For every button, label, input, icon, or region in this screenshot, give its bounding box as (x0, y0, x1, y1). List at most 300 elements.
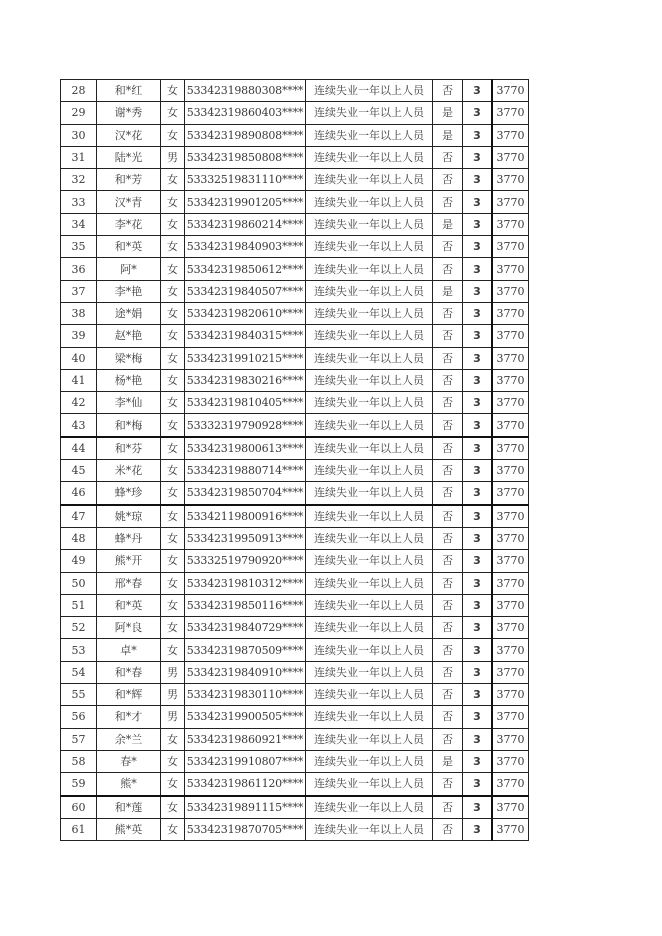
name-cell: 和*芬 (97, 437, 161, 460)
months-cell: 3 (463, 796, 493, 819)
row-number-cell: 50 (61, 572, 97, 594)
table-row (61, 213, 529, 235)
name-cell: 汉*花 (97, 124, 161, 146)
months-cell: 3 (463, 80, 493, 102)
table-row (61, 818, 529, 840)
id-number-cell: 53342319870509**** (185, 639, 306, 661)
table-row (61, 728, 529, 750)
row-number-cell: 54 (61, 661, 97, 683)
gender-cell: 女 (161, 750, 185, 772)
table-row (61, 414, 529, 437)
amount-cell: 3770 (492, 213, 529, 235)
table-row (61, 684, 529, 706)
id-number-cell: 53342319840729**** (185, 617, 306, 639)
category-cell: 连续失业一年以上人员 (306, 102, 433, 124)
amount-cell: 3770 (492, 124, 529, 146)
flag-cell: 否 (433, 392, 463, 414)
amount-cell: 3770 (492, 706, 529, 728)
gender-cell: 女 (161, 594, 185, 616)
table-row (61, 437, 529, 460)
name-cell: 李*花 (97, 213, 161, 235)
table-row (61, 347, 529, 369)
months-cell: 3 (463, 572, 493, 594)
name-cell: 米*花 (97, 460, 161, 482)
gender-cell: 女 (161, 728, 185, 750)
row-number-cell: 59 (61, 773, 97, 796)
flag-cell: 否 (433, 369, 463, 391)
name-cell: 蜂*丹 (97, 527, 161, 549)
flag-cell: 否 (433, 818, 463, 840)
gender-cell: 女 (161, 191, 185, 213)
row-number-cell: 52 (61, 617, 97, 639)
table-row (61, 169, 529, 191)
id-number-cell: 53342319900505**** (185, 706, 306, 728)
row-number-cell: 44 (61, 437, 97, 460)
name-cell: 赵*艳 (97, 325, 161, 347)
gender-cell: 女 (161, 369, 185, 391)
name-cell: 熊*英 (97, 818, 161, 840)
table-row (61, 325, 529, 347)
id-number-cell: 53342319840910**** (185, 661, 306, 683)
roster-table (60, 79, 529, 841)
id-number-cell: 53342319950913**** (185, 527, 306, 549)
row-number-cell: 48 (61, 527, 97, 549)
row-number-cell: 58 (61, 750, 97, 772)
spreadsheet-page (60, 79, 529, 841)
id-number-cell: 53342319861120**** (185, 773, 306, 796)
row-number-cell: 56 (61, 706, 97, 728)
gender-cell: 女 (161, 347, 185, 369)
table-row (61, 236, 529, 258)
flag-cell: 否 (433, 191, 463, 213)
amount-cell: 3770 (492, 437, 529, 460)
row-number-cell: 33 (61, 191, 97, 213)
category-cell: 连续失业一年以上人员 (306, 773, 433, 796)
gender-cell: 女 (161, 124, 185, 146)
amount-cell: 3770 (492, 414, 529, 437)
gender-cell: 女 (161, 639, 185, 661)
months-cell: 3 (463, 617, 493, 639)
flag-cell: 否 (433, 302, 463, 324)
amount-cell: 3770 (492, 258, 529, 280)
category-cell: 连续失业一年以上人员 (306, 527, 433, 549)
name-cell: 蜂*珍 (97, 482, 161, 505)
id-number-cell: 53342319890808**** (185, 124, 306, 146)
id-number-cell: 53342319860403**** (185, 102, 306, 124)
row-number-cell: 55 (61, 684, 97, 706)
months-cell: 3 (463, 661, 493, 683)
amount-cell: 3770 (492, 796, 529, 819)
amount-cell: 3770 (492, 684, 529, 706)
name-cell: 杨*艳 (97, 369, 161, 391)
amount-cell: 3770 (492, 460, 529, 482)
table-row (61, 617, 529, 639)
amount-cell: 3770 (492, 527, 529, 549)
flag-cell: 否 (433, 236, 463, 258)
table-row (61, 102, 529, 124)
id-number-cell: 53342319850612**** (185, 258, 306, 280)
gender-cell: 女 (161, 773, 185, 796)
months-cell: 3 (463, 527, 493, 549)
months-cell: 3 (463, 482, 493, 505)
gender-cell: 女 (161, 280, 185, 302)
roster-table-body (61, 80, 529, 841)
table-row (61, 191, 529, 213)
id-number-cell: 53342119800916**** (185, 505, 306, 528)
flag-cell: 是 (433, 213, 463, 235)
gender-cell: 女 (161, 169, 185, 191)
name-cell: 和*才 (97, 706, 161, 728)
flag-cell: 否 (433, 527, 463, 549)
flag-cell: 是 (433, 102, 463, 124)
name-cell: 阿* (97, 258, 161, 280)
gender-cell: 男 (161, 706, 185, 728)
amount-cell: 3770 (492, 505, 529, 528)
flag-cell: 否 (433, 684, 463, 706)
gender-cell: 女 (161, 102, 185, 124)
flag-cell: 否 (433, 773, 463, 796)
table-row (61, 505, 529, 528)
category-cell: 连续失业一年以上人员 (306, 639, 433, 661)
gender-cell: 女 (161, 550, 185, 572)
row-number-cell: 51 (61, 594, 97, 616)
flag-cell: 否 (433, 550, 463, 572)
gender-cell: 女 (161, 505, 185, 528)
flag-cell: 否 (433, 80, 463, 102)
id-number-cell: 53342319910807**** (185, 750, 306, 772)
id-number-cell: 53342319810405**** (185, 392, 306, 414)
row-number-cell: 28 (61, 80, 97, 102)
row-number-cell: 47 (61, 505, 97, 528)
amount-cell: 3770 (492, 617, 529, 639)
months-cell: 3 (463, 146, 493, 168)
months-cell: 3 (463, 594, 493, 616)
row-number-cell: 37 (61, 280, 97, 302)
id-number-cell: 53342319800613**** (185, 437, 306, 460)
name-cell: 卓* (97, 639, 161, 661)
id-number-cell: 53342319820610**** (185, 302, 306, 324)
flag-cell: 否 (433, 594, 463, 616)
row-number-cell: 49 (61, 550, 97, 572)
months-cell: 3 (463, 414, 493, 437)
id-number-cell: 53342319870705**** (185, 818, 306, 840)
months-cell: 3 (463, 191, 493, 213)
gender-cell: 女 (161, 818, 185, 840)
amount-cell: 3770 (492, 728, 529, 750)
row-number-cell: 40 (61, 347, 97, 369)
table-row (61, 639, 529, 661)
flag-cell: 是 (433, 750, 463, 772)
table-row (61, 594, 529, 616)
category-cell: 连续失业一年以上人员 (306, 80, 433, 102)
amount-cell: 3770 (492, 392, 529, 414)
months-cell: 3 (463, 236, 493, 258)
name-cell: 李*艳 (97, 280, 161, 302)
category-cell: 连续失业一年以上人员 (306, 369, 433, 391)
table-row (61, 392, 529, 414)
name-cell: 和*英 (97, 594, 161, 616)
row-number-cell: 35 (61, 236, 97, 258)
table-row (61, 550, 529, 572)
months-cell: 3 (463, 169, 493, 191)
category-cell: 连续失业一年以上人员 (306, 617, 433, 639)
amount-cell: 3770 (492, 80, 529, 102)
table-row (61, 572, 529, 594)
id-number-cell: 53332519831110**** (185, 169, 306, 191)
name-cell: 途*娟 (97, 302, 161, 324)
gender-cell: 女 (161, 302, 185, 324)
flag-cell: 否 (433, 414, 463, 437)
category-cell: 连续失业一年以上人员 (306, 750, 433, 772)
amount-cell: 3770 (492, 369, 529, 391)
category-cell: 连续失业一年以上人员 (306, 505, 433, 528)
months-cell: 3 (463, 102, 493, 124)
id-number-cell: 53342319901205**** (185, 191, 306, 213)
name-cell: 和*芳 (97, 169, 161, 191)
months-cell: 3 (463, 369, 493, 391)
name-cell: 和*梅 (97, 414, 161, 437)
amount-cell: 3770 (492, 639, 529, 661)
name-cell: 和*春 (97, 661, 161, 683)
name-cell: 熊* (97, 773, 161, 796)
row-number-cell: 29 (61, 102, 97, 124)
category-cell: 连续失业一年以上人员 (306, 280, 433, 302)
id-number-cell: 53342319840903**** (185, 236, 306, 258)
months-cell: 3 (463, 280, 493, 302)
name-cell: 梁*梅 (97, 347, 161, 369)
id-number-cell: 53342319810312**** (185, 572, 306, 594)
table-row (61, 527, 529, 549)
name-cell: 李*仙 (97, 392, 161, 414)
row-number-cell: 39 (61, 325, 97, 347)
gender-cell: 女 (161, 482, 185, 505)
amount-cell: 3770 (492, 191, 529, 213)
id-number-cell: 53342319830216**** (185, 369, 306, 391)
table-row (61, 124, 529, 146)
months-cell: 3 (463, 706, 493, 728)
category-cell: 连续失业一年以上人员 (306, 684, 433, 706)
months-cell: 3 (463, 213, 493, 235)
months-cell: 3 (463, 773, 493, 796)
months-cell: 3 (463, 258, 493, 280)
amount-cell: 3770 (492, 146, 529, 168)
row-number-cell: 42 (61, 392, 97, 414)
category-cell: 连续失业一年以上人员 (306, 572, 433, 594)
category-cell: 连续失业一年以上人员 (306, 124, 433, 146)
id-number-cell: 53342319910215**** (185, 347, 306, 369)
name-cell: 阿*良 (97, 617, 161, 639)
amount-cell: 3770 (492, 347, 529, 369)
category-cell: 连续失业一年以上人员 (306, 594, 433, 616)
months-cell: 3 (463, 392, 493, 414)
months-cell: 3 (463, 728, 493, 750)
name-cell: 和*红 (97, 80, 161, 102)
gender-cell: 男 (161, 684, 185, 706)
flag-cell: 否 (433, 482, 463, 505)
table-row (61, 302, 529, 324)
gender-cell: 女 (161, 213, 185, 235)
id-number-cell: 53342319860214**** (185, 213, 306, 235)
flag-cell: 是 (433, 124, 463, 146)
table-row (61, 258, 529, 280)
category-cell: 连续失业一年以上人员 (306, 146, 433, 168)
name-cell: 和*辉 (97, 684, 161, 706)
category-cell: 连续失业一年以上人员 (306, 302, 433, 324)
id-number-cell: 53332519790920**** (185, 550, 306, 572)
table-row (61, 796, 529, 819)
id-number-cell: 53342319880308**** (185, 80, 306, 102)
category-cell: 连续失业一年以上人员 (306, 392, 433, 414)
row-number-cell: 61 (61, 818, 97, 840)
table-row (61, 661, 529, 683)
category-cell: 连续失业一年以上人员 (306, 661, 433, 683)
row-number-cell: 60 (61, 796, 97, 819)
table-row (61, 706, 529, 728)
name-cell: 姚*琼 (97, 505, 161, 528)
months-cell: 3 (463, 505, 493, 528)
gender-cell: 女 (161, 258, 185, 280)
flag-cell: 否 (433, 437, 463, 460)
flag-cell: 否 (433, 460, 463, 482)
gender-cell: 女 (161, 460, 185, 482)
flag-cell: 否 (433, 661, 463, 683)
gender-cell: 女 (161, 437, 185, 460)
category-cell: 连续失业一年以上人员 (306, 414, 433, 437)
name-cell: 汉*青 (97, 191, 161, 213)
table-row (61, 146, 529, 168)
amount-cell: 3770 (492, 572, 529, 594)
months-cell: 3 (463, 550, 493, 572)
amount-cell: 3770 (492, 482, 529, 505)
months-cell: 3 (463, 124, 493, 146)
flag-cell: 否 (433, 706, 463, 728)
name-cell: 熊*开 (97, 550, 161, 572)
table-row (61, 773, 529, 796)
row-number-cell: 32 (61, 169, 97, 191)
gender-cell: 女 (161, 796, 185, 819)
amount-cell: 3770 (492, 102, 529, 124)
category-cell: 连续失业一年以上人员 (306, 258, 433, 280)
name-cell: 春* (97, 750, 161, 772)
gender-cell: 男 (161, 661, 185, 683)
flag-cell: 否 (433, 169, 463, 191)
category-cell: 连续失业一年以上人员 (306, 728, 433, 750)
row-number-cell: 43 (61, 414, 97, 437)
flag-cell: 否 (433, 728, 463, 750)
table-row (61, 460, 529, 482)
id-number-cell: 53342319830110**** (185, 684, 306, 706)
row-number-cell: 34 (61, 213, 97, 235)
row-number-cell: 38 (61, 302, 97, 324)
name-cell: 和*英 (97, 236, 161, 258)
amount-cell: 3770 (492, 302, 529, 324)
flag-cell: 否 (433, 639, 463, 661)
name-cell: 余*兰 (97, 728, 161, 750)
category-cell: 连续失业一年以上人员 (306, 236, 433, 258)
gender-cell: 女 (161, 527, 185, 549)
table-row (61, 369, 529, 391)
gender-cell: 女 (161, 80, 185, 102)
category-cell: 连续失业一年以上人员 (306, 460, 433, 482)
gender-cell: 女 (161, 617, 185, 639)
row-number-cell: 36 (61, 258, 97, 280)
category-cell: 连续失业一年以上人员 (306, 796, 433, 819)
gender-cell: 女 (161, 236, 185, 258)
id-number-cell: 53342319891115**** (185, 796, 306, 819)
months-cell: 3 (463, 347, 493, 369)
gender-cell: 女 (161, 392, 185, 414)
category-cell: 连续失业一年以上人员 (306, 437, 433, 460)
id-number-cell: 53342319840315**** (185, 325, 306, 347)
months-cell: 3 (463, 639, 493, 661)
row-number-cell: 41 (61, 369, 97, 391)
flag-cell: 否 (433, 617, 463, 639)
table-row (61, 482, 529, 505)
table-row (61, 750, 529, 772)
category-cell: 连续失业一年以上人员 (306, 482, 433, 505)
category-cell: 连续失业一年以上人员 (306, 191, 433, 213)
row-number-cell: 46 (61, 482, 97, 505)
months-cell: 3 (463, 302, 493, 324)
amount-cell: 3770 (492, 550, 529, 572)
name-cell: 陆*光 (97, 146, 161, 168)
name-cell: 谢*秀 (97, 102, 161, 124)
name-cell: 和*莲 (97, 796, 161, 819)
flag-cell: 否 (433, 258, 463, 280)
months-cell: 3 (463, 437, 493, 460)
row-number-cell: 53 (61, 639, 97, 661)
flag-cell: 否 (433, 325, 463, 347)
flag-cell: 否 (433, 796, 463, 819)
id-number-cell: 53342319880714**** (185, 460, 306, 482)
amount-cell: 3770 (492, 236, 529, 258)
amount-cell: 3770 (492, 773, 529, 796)
months-cell: 3 (463, 460, 493, 482)
gender-cell: 女 (161, 572, 185, 594)
category-cell: 连续失业一年以上人员 (306, 706, 433, 728)
gender-cell: 男 (161, 146, 185, 168)
category-cell: 连续失业一年以上人员 (306, 169, 433, 191)
row-number-cell: 45 (61, 460, 97, 482)
amount-cell: 3770 (492, 594, 529, 616)
amount-cell: 3770 (492, 169, 529, 191)
table-row (61, 80, 529, 102)
id-number-cell: 53342319840507**** (185, 280, 306, 302)
months-cell: 3 (463, 325, 493, 347)
amount-cell: 3770 (492, 280, 529, 302)
category-cell: 连续失业一年以上人员 (306, 550, 433, 572)
id-number-cell: 53342319850808**** (185, 146, 306, 168)
name-cell: 邢*春 (97, 572, 161, 594)
flag-cell: 否 (433, 146, 463, 168)
gender-cell: 女 (161, 414, 185, 437)
row-number-cell: 57 (61, 728, 97, 750)
flag-cell: 是 (433, 280, 463, 302)
id-number-cell: 53342319850116**** (185, 594, 306, 616)
amount-cell: 3770 (492, 750, 529, 772)
gender-cell: 女 (161, 325, 185, 347)
amount-cell: 3770 (492, 818, 529, 840)
table-row (61, 280, 529, 302)
row-number-cell: 30 (61, 124, 97, 146)
id-number-cell: 53342319850704**** (185, 482, 306, 505)
months-cell: 3 (463, 750, 493, 772)
id-number-cell: 53332319790928**** (185, 414, 306, 437)
row-number-cell: 31 (61, 146, 97, 168)
months-cell: 3 (463, 684, 493, 706)
category-cell: 连续失业一年以上人员 (306, 213, 433, 235)
category-cell: 连续失业一年以上人员 (306, 325, 433, 347)
